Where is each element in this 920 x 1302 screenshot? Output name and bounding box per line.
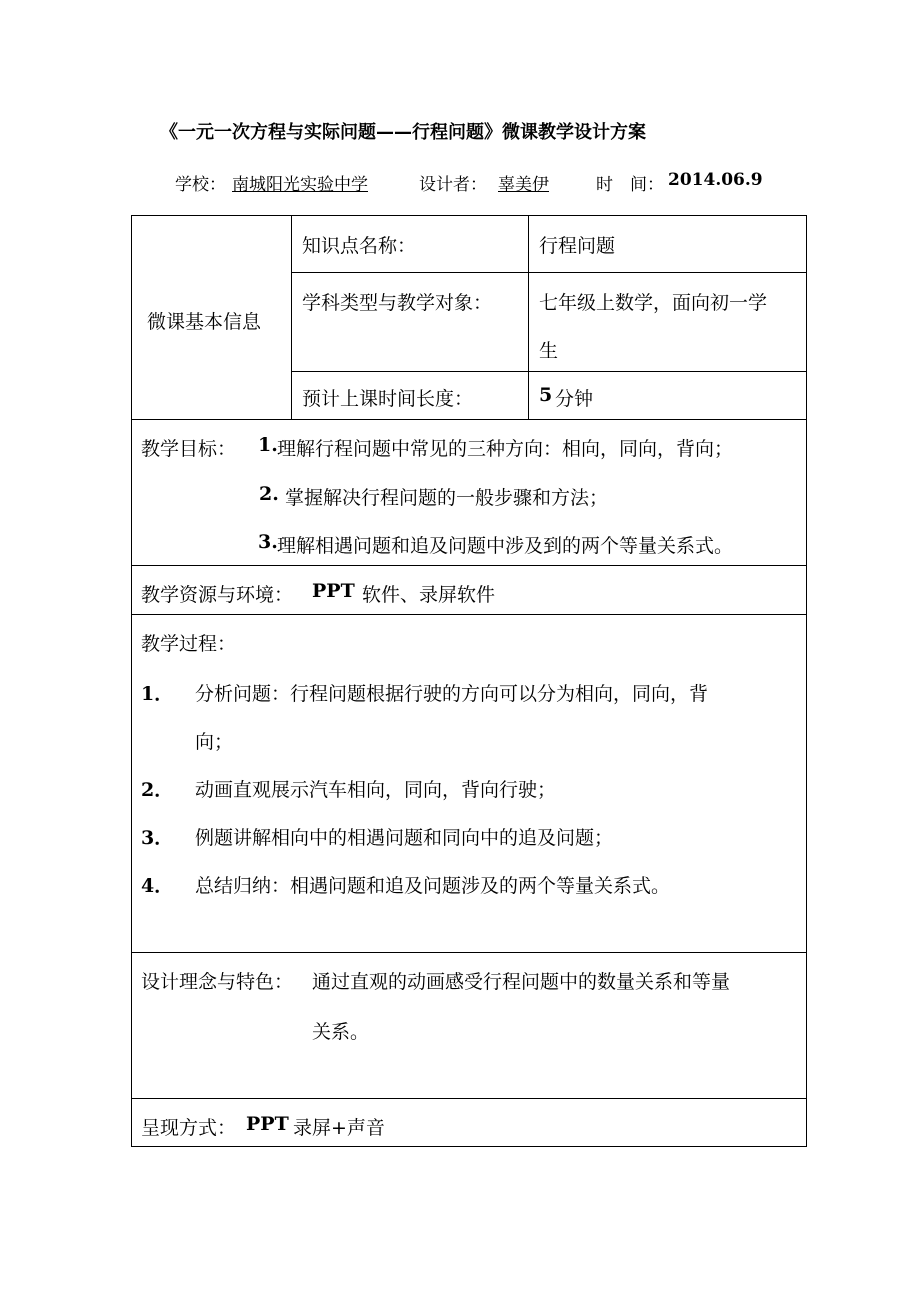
duration-number: 5 bbox=[539, 384, 553, 406]
kp-value: 行程问题 bbox=[539, 235, 616, 257]
process-1-num: 1． bbox=[141, 683, 174, 705]
design-line1: 通过直观的动画感受行程问题中的数量关系和等量 bbox=[312, 971, 731, 993]
design-label: 设计理念与特色： bbox=[141, 971, 294, 993]
document-title: 《一元一次方程与实际问题——行程问题》微课教学设计方案 bbox=[160, 122, 646, 143]
goal-3-text: 理解相遇问题和追及问题中涉及到的两个等量关系式。 bbox=[277, 535, 734, 557]
process-2-text: 动画直观展示汽车相向，同向，背向行驶； bbox=[195, 779, 557, 801]
process-label: 教学过程： bbox=[141, 633, 237, 655]
process-4-text: 总结归纳：相遇问题和追及问题涉及的两个等量关系式。 bbox=[195, 875, 671, 897]
time-value: 2014.06.9 bbox=[668, 170, 763, 190]
goal-2-num: 2. bbox=[259, 483, 279, 505]
resources-ppt: PPT bbox=[312, 580, 355, 602]
subject-value-line1: 七年级上数学，面向初一学 bbox=[539, 292, 768, 314]
time-label: 时 间： bbox=[596, 175, 664, 195]
process-1-line1: 分析问题：行程问题根据行驶的方向可以分为相向，同向，背 bbox=[195, 683, 709, 705]
subject-key: 学科类型与教学对象： bbox=[302, 292, 493, 314]
goal-3-num: 3. bbox=[258, 531, 278, 553]
resources-text: 软件、录屏软件 bbox=[362, 584, 496, 606]
presentation-ppt: PPT bbox=[246, 1113, 289, 1135]
subject-value-line2: 生 bbox=[539, 340, 559, 362]
process-3-text: 例题讲解相向中的相遇问题和同向中的追及问题； bbox=[195, 827, 614, 849]
process-1-line2: 向； bbox=[195, 731, 234, 753]
resources-label: 教学资源与环境： bbox=[141, 584, 294, 606]
basic-info-label: 微课基本信息 bbox=[147, 311, 262, 333]
process-2-num: 2． bbox=[141, 779, 174, 801]
subject-key-cell bbox=[291, 272, 529, 372]
goals-label: 教学目标： bbox=[141, 438, 237, 460]
subject-value-cell bbox=[528, 272, 807, 372]
kp-key: 知识点名称： bbox=[302, 235, 417, 257]
presentation-label: 呈现方式： bbox=[141, 1117, 237, 1139]
school-label: 学校： bbox=[175, 175, 226, 195]
designer-value: 辜美伊 bbox=[498, 175, 549, 195]
process-3-num: 3． bbox=[141, 827, 174, 849]
design-line2: 关系。 bbox=[312, 1021, 370, 1043]
presentation-text: 录屏+声音 bbox=[293, 1117, 385, 1139]
designer-label: 设计者： bbox=[419, 175, 487, 195]
duration-key: 预计上课时间长度： bbox=[302, 388, 474, 410]
goal-2-text: 掌握解决行程问题的一般步骤和方法； bbox=[285, 487, 609, 509]
goal-1-text: 理解行程问题中常见的三种方向：相向，同向，背向； bbox=[277, 438, 734, 460]
duration-unit: 分钟 bbox=[555, 388, 594, 410]
goal-1-num: 1. bbox=[258, 434, 278, 456]
school-value: 南城阳光实验中学 bbox=[232, 175, 368, 195]
process-4-num: 4． bbox=[141, 875, 174, 897]
